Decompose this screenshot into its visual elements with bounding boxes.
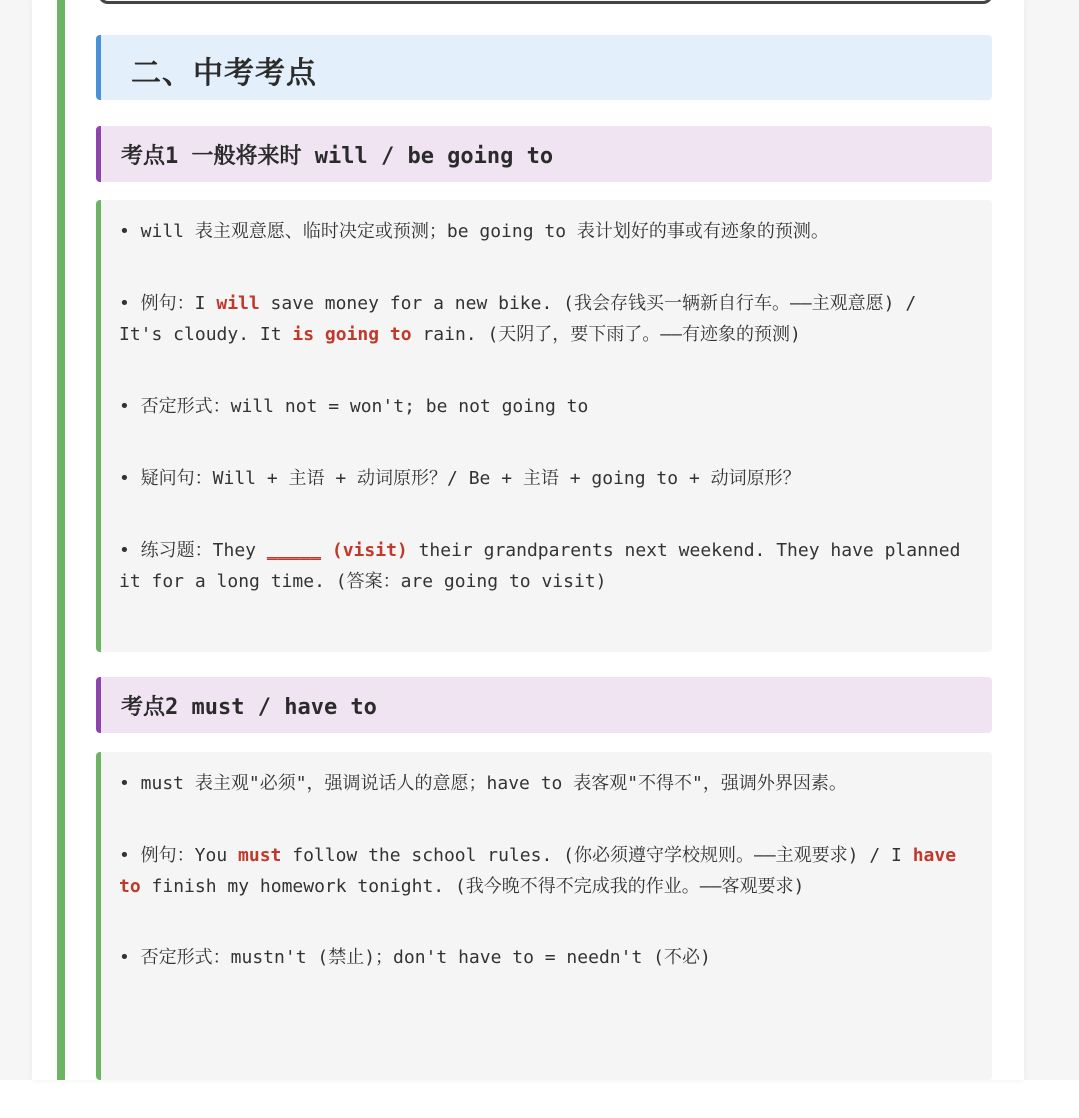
exercise-prefix: • 练习题：They (119, 540, 267, 561)
example-suffix: rain. (天阴了，要下雨了。——有迹象的预测) (411, 324, 801, 345)
example-suffix: finish my homework tonight. (我今晚不得不完成我的作业。——客观要求) (140, 876, 805, 897)
section-header (96, 35, 992, 100)
point2-title: 考点2 must / have to (121, 695, 377, 720)
section-title: 二、中考考点 (131, 56, 317, 91)
highlight-is-going-to: is going to (292, 324, 412, 345)
point1-bullet-negative: • 否定形式：will not = won't; be not going to (119, 396, 589, 417)
exercise-verb-hint: (visit) (321, 540, 408, 561)
previous-box-bottom (98, 0, 993, 4)
exercise-blank: _____ (266, 540, 322, 561)
point2-bullet-example (119, 840, 969, 902)
highlight-will: will (216, 293, 260, 314)
example-middle: follow the school rules. (你必须遵守学校规则。——主观要求) / I (281, 845, 913, 866)
point1-header (96, 126, 992, 182)
point1-bullet-exercise (119, 535, 969, 597)
example-prefix: • 例句：You (119, 845, 239, 866)
point2-header (96, 677, 992, 733)
point1-bullet-example (119, 288, 969, 350)
left-accent-rail (57, 0, 65, 1080)
point1-bullet-question: • 疑问句：Will + 主语 + 动词原形？/ Be + 主语 + going to + 动词原形？ (119, 468, 801, 489)
point2-bullet-usage: • must 表主观"必须"，强调说话人的意愿；have to 表客观"不得不"，强调外界因素。 (119, 773, 847, 794)
example-prefix: • 例句：I (119, 293, 217, 314)
highlight-have-to: have to (119, 845, 957, 897)
exercise-suffix: their grandparents next weekend. They have planned it for a long time. (答案：are going to visit) (119, 540, 961, 592)
point1-title: 考点1 一般将来时 will / be going to (121, 144, 554, 169)
highlight-must: must (238, 845, 282, 866)
example-middle: save money for a new bike. (我会存钱买一辆新自行车。——主观意愿) / It's cloudy. It (119, 293, 917, 345)
point2-bullet-negative: • 否定形式：mustn't (禁止)；don't have to = needn't (不必) (119, 947, 711, 968)
point2-card (96, 752, 992, 1080)
point1-card (96, 200, 992, 652)
point1-bullet-usage: • will 表主观意愿、临时决定或预测；be going to 表计划好的事或有迹象的预测。 (119, 221, 829, 242)
